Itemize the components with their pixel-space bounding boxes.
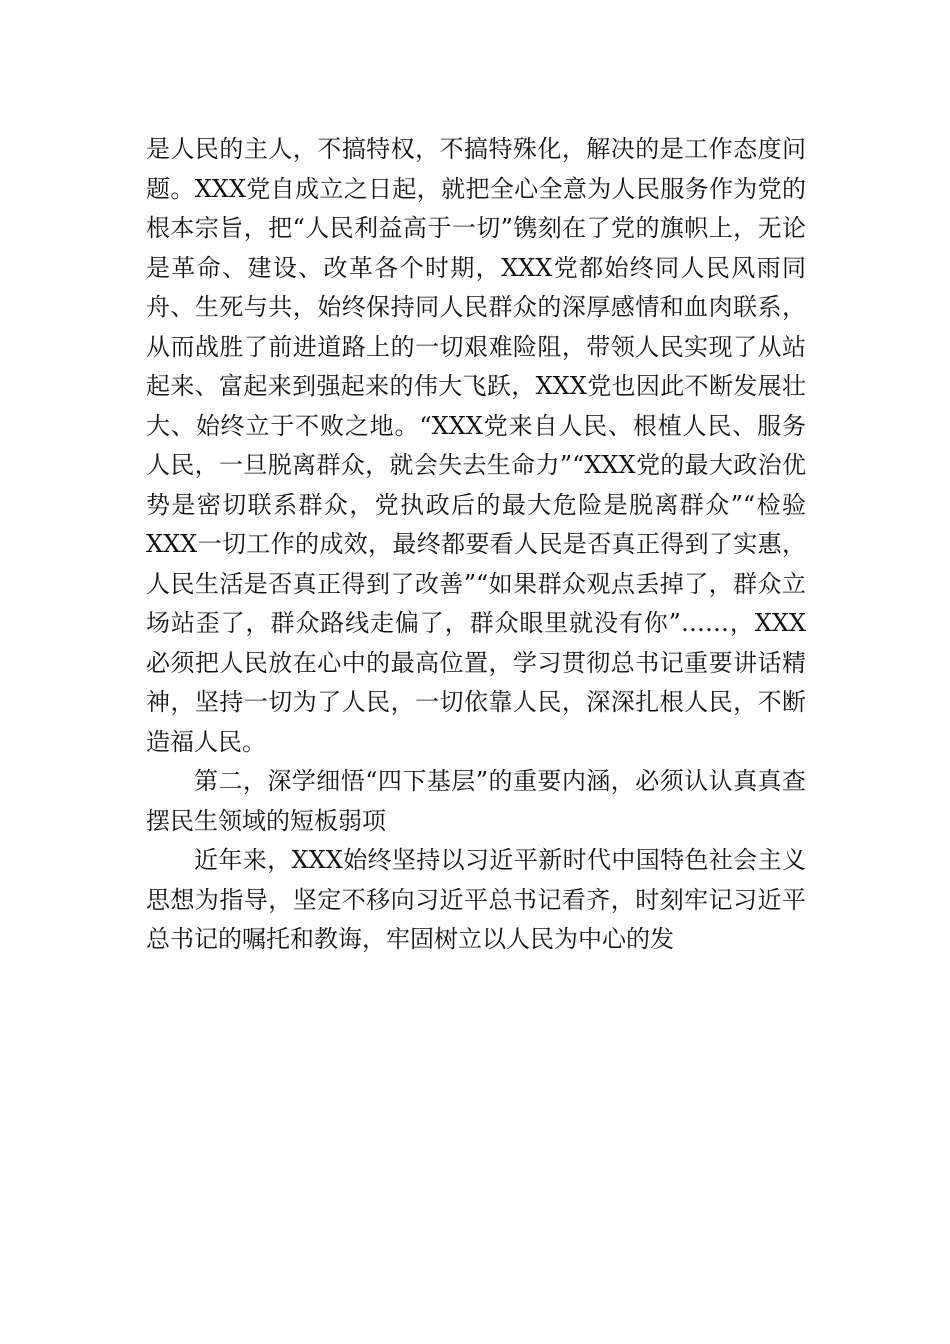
body-paragraph-continuation: 是人民的主人，不搞特权，不搞特殊化，解决的是工作态度问题。XXX党自成立之日起，就把全心全意为人民服务作为党的根本宗旨，把“人民利益高于一切”镌刻在了党的旗帜上，无论是革命、建设、改革各个时期，XXX党都始终同人民风雨同舟、生死与共，始终保持同人民群众的深厚感情和血肉联系，从而战胜了前进道路上的一切艰难险阻，带领人民实现了从站起来、富起来到强起来的伟大飞跃，XXX党也因此不断发展壮大、始终立于不败之地。“XXX党来自人民、根植人民、服务人民，一旦脱离群众，就会失去生命力”“XXX党的最大政治优势是密切联系群众，党执政后的最大危险是脱离群众”“检验XXX一切工作的成效，最终都要看人民是否真正得到了实惠，人民生活是否真正得到了改善”“如果群众观点丢掉了，群众立场站歪了，群众路线走偏了，群众眼里就没有你”……，XXX必须把人民放在心中的最高位置，学习贯彻总书记重要讲话精神，坚持一切为了人民，一切依靠人民，深深扎根人民，不断造福人民。 [146,135,806,756]
section-heading-second: 第二，深学细悟“四下基层”的重要内涵，必须认认真真查摆民生领域的短板弱项 [146,767,806,835]
body-paragraph-section-two: 近年来，XXX始终坚持以习近平新时代中国特色社会主义思想为指导，坚定不移向习近平总书记看齐，时刻牢记习近平总书记的嘱托和教诲，牢固树立以人民为中心的发 [146,846,806,953]
document-page [146,130,806,960]
